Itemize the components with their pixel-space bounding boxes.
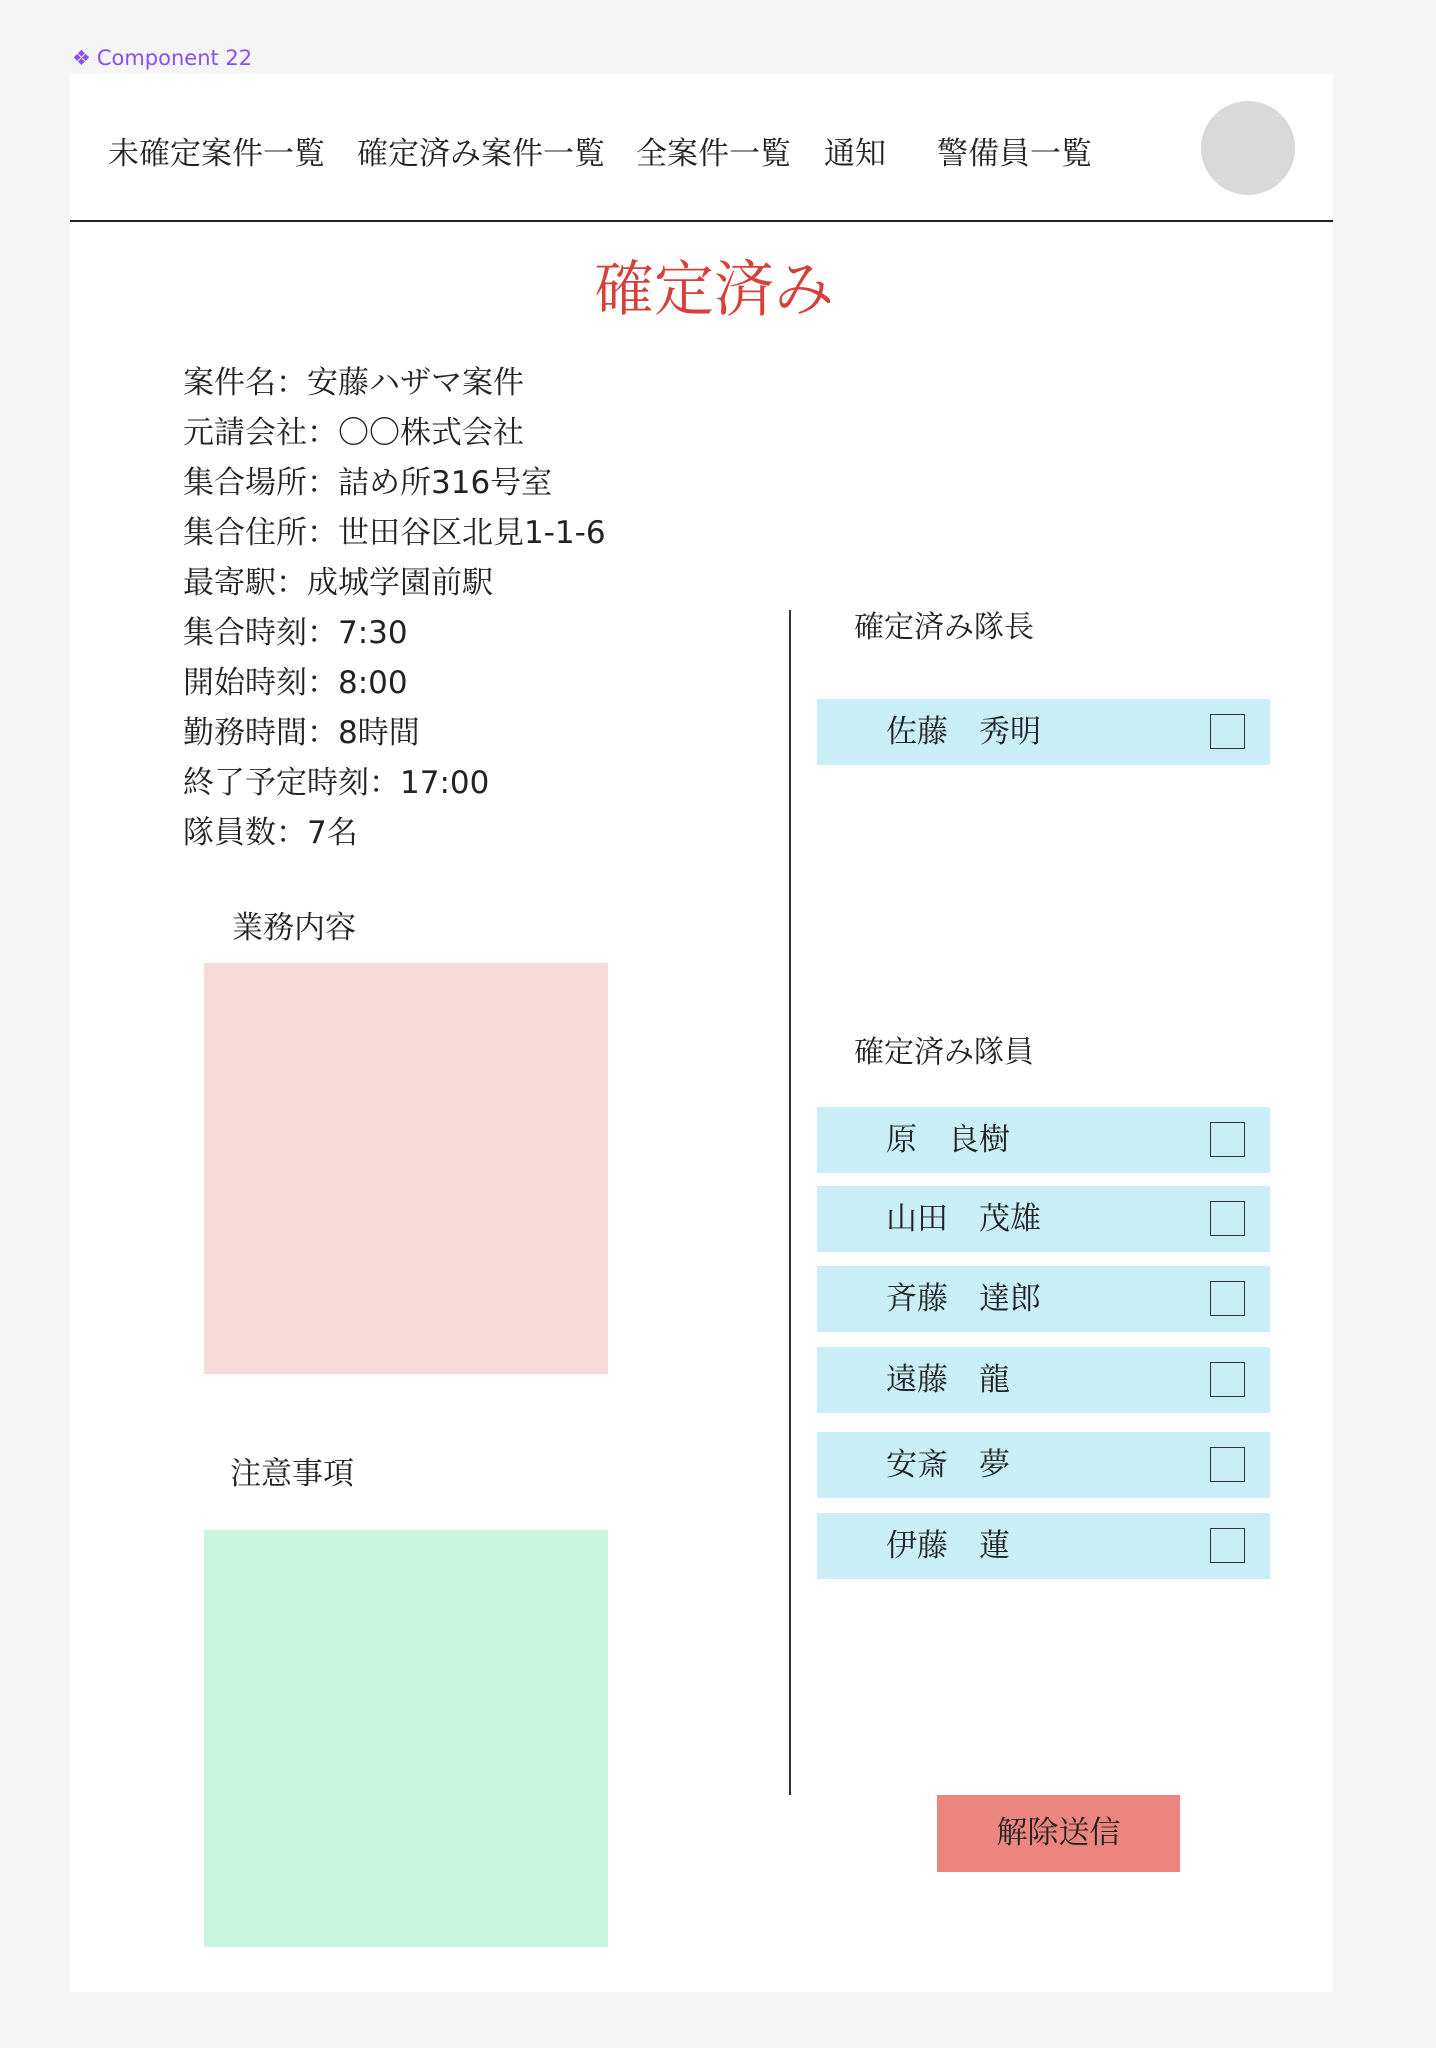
info-case-name: 案件名：安藤ハザマ案件	[183, 365, 524, 401]
checkbox[interactable]	[1210, 714, 1245, 749]
member-row	[817, 1513, 1270, 1579]
person-name: 斉藤 達郎	[886, 1281, 1041, 1317]
person-name: 安斎 夢	[886, 1447, 1010, 1483]
info-meeting-address: 集合住所：世田谷区北見1-1-6	[183, 515, 606, 551]
info-meeting-place: 集合場所：詰め所316号室	[183, 465, 553, 501]
info-prime-contractor: 元請会社：〇〇株式会社	[183, 415, 524, 451]
leader-heading: 確定済み隊長	[854, 610, 1034, 645]
checkbox[interactable]	[1210, 1281, 1245, 1316]
component-name: Component 22	[96, 46, 253, 70]
info-end-time: 終了予定時刻：17:00	[183, 765, 490, 801]
member-row	[817, 1347, 1270, 1413]
nav-confirmed-cases[interactable]: 確定済み案件一覧	[357, 136, 605, 172]
case-info	[183, 358, 606, 858]
member-row	[817, 1186, 1270, 1252]
user-avatar-icon[interactable]	[1201, 101, 1295, 195]
work-content-label: 業務内容	[232, 910, 356, 946]
leader-row	[817, 699, 1270, 765]
person-name: 原 良樹	[886, 1122, 1010, 1158]
person-name: 佐藤 秀明	[886, 714, 1041, 750]
nav-unconfirmed-cases[interactable]: 未確定案件一覧	[108, 136, 325, 172]
info-meeting-time: 集合時刻：7:30	[183, 615, 408, 651]
person-name: 伊藤 蓮	[886, 1528, 1010, 1564]
info-work-hours: 勤務時間：8時間	[183, 715, 420, 751]
member-row	[817, 1266, 1270, 1332]
release-send-button[interactable]: 解除送信	[937, 1795, 1180, 1872]
header-divider	[70, 220, 1333, 222]
component-icon: ❖	[72, 46, 91, 70]
checkbox[interactable]	[1210, 1528, 1245, 1563]
checkbox[interactable]	[1210, 1201, 1245, 1236]
checkbox[interactable]	[1210, 1122, 1245, 1157]
member-row	[817, 1432, 1270, 1498]
work-content-box	[204, 963, 608, 1374]
info-start-time: 開始時刻：8:00	[183, 665, 408, 701]
column-divider	[789, 610, 791, 1795]
notes-box	[204, 1530, 608, 1947]
component-label	[72, 45, 252, 71]
checkbox[interactable]	[1210, 1362, 1245, 1397]
nav-all-cases[interactable]: 全案件一覧	[636, 136, 791, 172]
page-title: 確定済み	[594, 255, 834, 325]
person-name: 山田 茂雄	[886, 1201, 1041, 1237]
notes-label: 注意事項	[230, 1456, 354, 1492]
nav-notifications[interactable]: 通知	[824, 136, 886, 172]
member-row	[817, 1107, 1270, 1173]
checkbox[interactable]	[1210, 1447, 1245, 1482]
members-heading: 確定済み隊員	[854, 1035, 1034, 1070]
info-nearest-station: 最寄駅：成城学園前駅	[183, 565, 493, 601]
nav-guards-list[interactable]: 警備員一覧	[937, 136, 1092, 172]
person-name: 遠藤 龍	[886, 1362, 1010, 1398]
info-member-count: 隊員数：7名	[183, 815, 358, 851]
